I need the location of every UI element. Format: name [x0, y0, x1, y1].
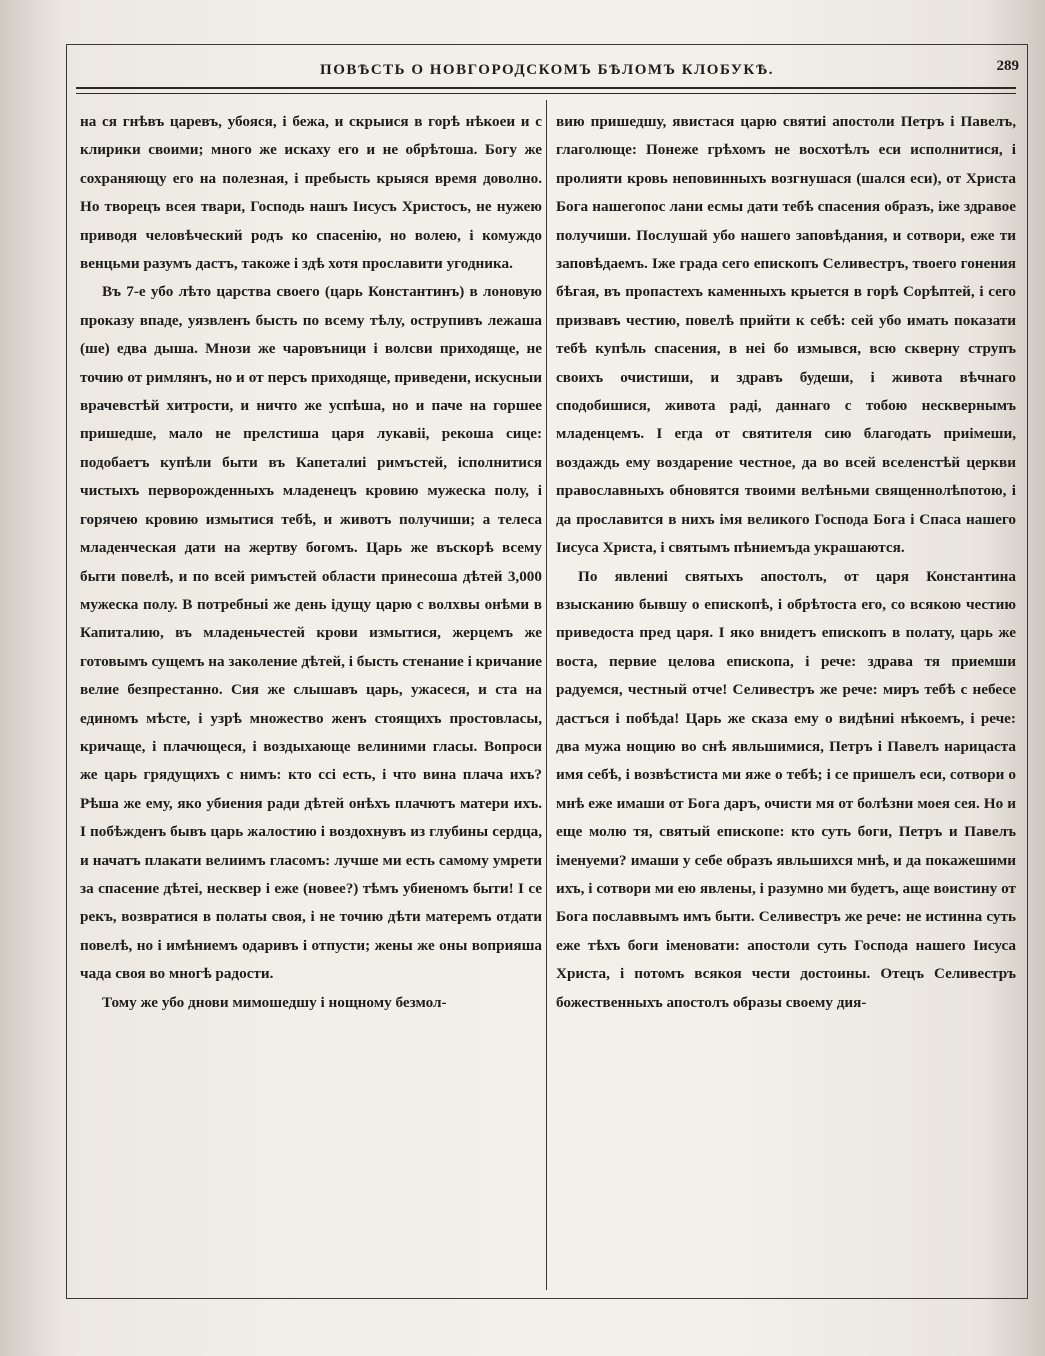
right-column	[556, 108, 1016, 1288]
column-divider	[546, 100, 547, 1290]
paragraph: на ся гнѣвъ царевъ, убояся, і бежа, и скрыися в горѣ нѣкоеи и с клирики своими; много же искаху его и не обрѣтоша. Богу же сохраняющу его на полезная, і пребысть крыяся время доволно. Но творецъ всея твари, Господь нашъ Іисусъ Христосъ, не нужею приводя человѣческий родъ ко спасенію, но волею, і комуждо венцьми разумъ дастъ, такоже і здѣ хотя прославити угодника.	[80, 113, 542, 273]
header-rule-thick	[76, 87, 1016, 89]
paragraph: вию пришедшу, явистася царю святиі апостоли Петръ і Павелъ, глаголюще: Понеже грѣхомъ не восхотѣлъ еси исполнитися, і пролияти кровь неповинныхъ возгнушася (шался еси), от Христа Бога нашегопос лани есмы дати тебѣ спасения образъ, іже здравое получиши. Послушай убо нашего заповѣдания, и сотвори, еже ти заповѣдаемъ. Іже града сего епископъ Селивестръ, твоего гонения бѣгая, въ пропастехъ каменныхъ крыется в горѣ Сорѣптей, і сего призвавъ честию, повелѣ прийти к себѣ: сей убо имать показати тебѣ купѣль спасения, в неі бо измывся, всю скверну струпъ своихъ очистиши, и здравъ будеши, і живота вѣчнаго сподобишися, живота раді, даннаго с тобою несквернымъ младенцемъ. І егда от святителя сию благодать приімеши, воздаждь ему воздарение честное, да во всей вселенстѣй церкви православныхъ обновятся твоими велѣньми священнолѣпотою, і да прославится в нихъ імя великого Господа Бога і Спаса нашего Іисуса Христа, і святымъ пѣниемъда украшаются.	[556, 113, 1016, 557]
left-column	[80, 108, 542, 1288]
running-title: ПОВѢСТЬ О НОВГОРОДСКОМЪ БѢЛОМЪ КЛОБУКѢ.	[320, 62, 774, 78]
header-rule-thin	[76, 93, 1016, 94]
paragraph: Тому же убо днови мимошедшу і нощному безмол-	[102, 993, 447, 1011]
page-number: 289	[996, 58, 1019, 74]
paragraph: По явлениі святыхъ апостолъ, от царя Константина взысканию бывшу о епископѣ, і обрѣтоста его, со всякою честию приведоста пред царя. І яко внидетъ епископъ в полату, царь же воста, первие целова епископа, і рече: здрава тя приемши радуемся, честный отче! Селивестръ же рече: миръ тебѣ с небесе дастъся і побѣда! Царь же сказа ему о видѣниі нѣкоемъ, і рече: два мужа нощию во снѣ явльшимися, Петръ і Павелъ нарицаста имя себѣ, і возвѣстиста ми яже о тебѣ; і се пришелъ еси, сотвори о мнѣ еже имаши от Бога даръ, очисти мя от болѣзни моея сея. Но и еще молю тя, святый епископе: кто суть боги, Петръ и Павелъ іменуеми? имаши у себе образъ явльшихся мнѣ, и да покажешими ихъ, і сотвори ми ею явлены, і разумно ми будетъ, аще воистину от Бога пославвымъ имъ быти. Селивестръ же рече: не истинна суть еже тѣхъ боги іменовати: апостоли суть Господа нашего Іисуса Христа, і потомъ всякоя чести достоины. Отецъ Селивестръ божественныхъ апостолъ образы своему дия-	[556, 567, 1016, 1011]
paragraph: Въ 7-е убо лѣто царства своего (царь Константинъ) в лоновую проказу впаде, уязвленъ бысть по всему тѣлу, острупивъ лежаша (ше) едва дыша. Мнози же чаровъници і волсви приходяще, не точию от римлянъ, но и от персъ приходяще, приведени, искусныи врачевстѣй хитрости, и ничто же успѣша, но и паче на горшее пришедше, мало не прелстиша царя лукавіі, рекоша сице: подобаетъ купѣли быти въ Капеталиі римъстей, ісполнитися чистыхъ перворожденныхъ младенецъ кровию мужеска полу, і горячею кровию измытися тебѣ, и животъ получиши; а телеса младенческая дати на жертву богомъ. Царь же въскорѣ всему быти повелѣ, и по всей римъстей области принесоша дѣтей 3,000 мужеска полу. В потребныі же день ідущу царю с волхвы онѣми в Капиталию, въ младеньчестей крови измытися, жерцемъ же готовымъ сущемъ на заколение дѣтей, і бысть стенание і кричание велие безпрестанно. Сия же слышавъ царь, ужасеся, и ста на единомъ мѣсте, і узрѣ множество женъ стоящихъ простовласы, кричаще, і плачющеся, і воздыхающе велиними гласы. Вопроси же царь грядущихъ с нимъ: кто ссі есть, і что вина плача ихъ? Рѣша же ему, яко убиения ради дѣтей онѣхъ плачютъ матери ихъ. І побѣжденъ бывъ царь жалостию і воздохнувъ из глубины сердца, и начатъ плакати велиимъ гласомъ: лучше ми есть самому умрети за спасение дѣтеі, несквер і еже (новее?) тѣмъ убиеномъ быти! І се рекъ, возвратися в полаты своя, і не точию дѣти матеремъ отдати повелѣ, но і имѣниемъ одаривъ і отпусти; жены же оны воприяша чада своя во многѣ радости.	[80, 283, 542, 983]
